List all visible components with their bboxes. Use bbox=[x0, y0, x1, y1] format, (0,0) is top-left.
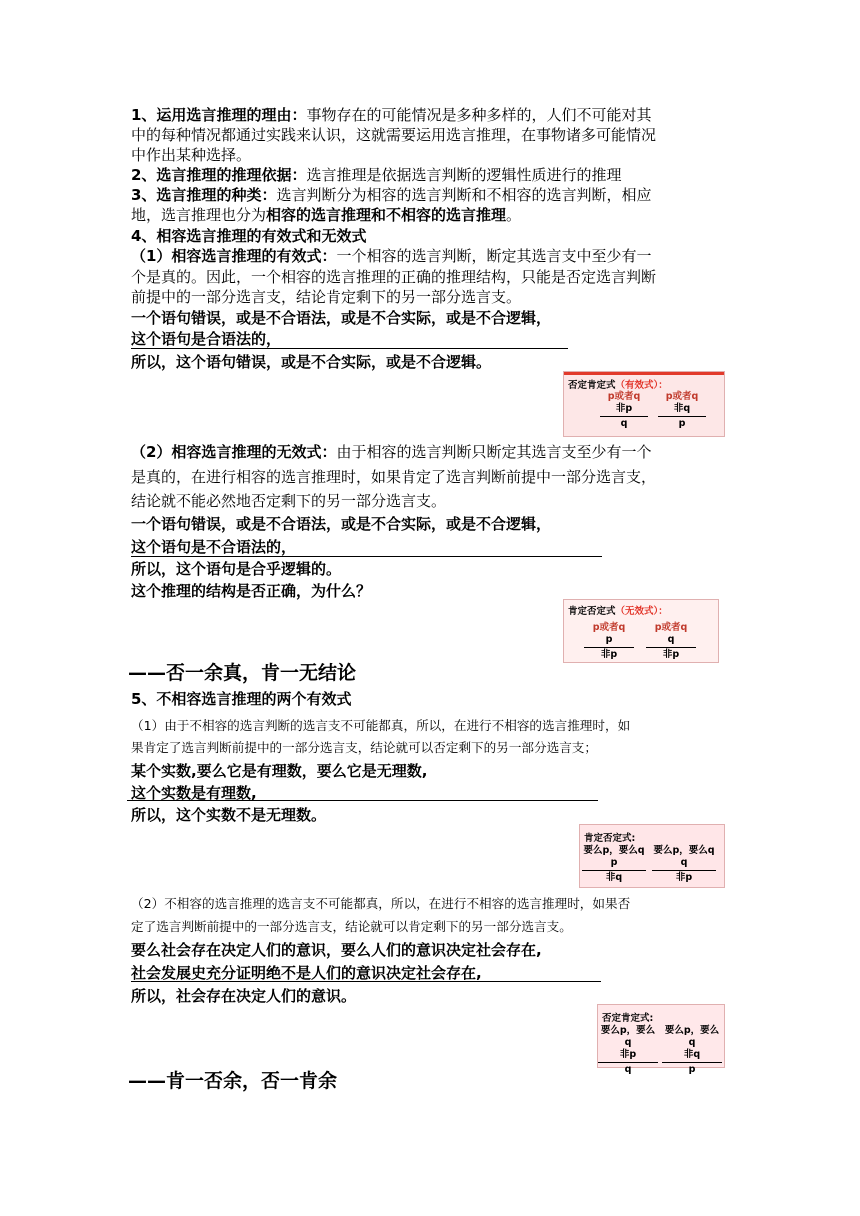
figure3-formula-a: 要么p，要么q p 非q bbox=[583, 845, 645, 883]
section5-summary: ——肯一否余，否一肯余 bbox=[128, 1070, 338, 1092]
figure3-title: 肯定否定式: bbox=[584, 833, 636, 844]
section5-p1-line1: （1）由于不相容的选言判断的选言支不可能都真，所以，在进行不相容的选言推理时，如 bbox=[131, 718, 631, 733]
section3-text: 选言判断分为相容的选言判断和不相容的选言判断，相应 bbox=[276, 186, 652, 204]
figure1-tag: （有效式）： bbox=[615, 380, 668, 391]
figure1-title: 否定肯定式 bbox=[568, 380, 616, 391]
example2-divider bbox=[131, 556, 602, 557]
example4-conclusion: 所以，社会存在决定人们的意识。 bbox=[131, 987, 357, 1005]
section4-p1-line1 bbox=[131, 247, 651, 266]
figure-deny-affirm bbox=[597, 1004, 725, 1075]
figure3-formula-b: 要么p，要么q q 非p bbox=[653, 845, 715, 883]
section1-line3: 中作出某种选择。 bbox=[131, 146, 252, 164]
section4-p2-text: 由于相容的选言判断只断定其选言支至少有一个 bbox=[336, 443, 652, 461]
example2-question: 这个推理的结构是否正确，为什么？ bbox=[131, 582, 372, 600]
example2-conclusion: 所以，这个语句是合乎逻辑的。 bbox=[131, 560, 342, 578]
section4-p1-line3: 前提中的一部分选言支，结论肯定剩下的另一部分选言支。 bbox=[131, 288, 522, 306]
section4-summary: ——否一余真，肯一无结论 bbox=[128, 662, 357, 684]
example3-premise1: 某个实数,要么它是有理数，要么它是无理数, bbox=[131, 762, 428, 780]
figure1-formula-a: p或者q 非p q bbox=[600, 391, 648, 430]
figure2-tag: （无效式）： bbox=[615, 606, 668, 617]
figure4-title: 否定肯定式: bbox=[602, 1013, 654, 1024]
section3-heading: 3、选言推理的种类： bbox=[131, 186, 277, 204]
example4-premise2: 社会发展史充分证明绝不是人们的意识决定社会存在, bbox=[131, 964, 482, 982]
example1-conclusion: 所以，这个语句错误，或是不合实际，或是不合逻辑。 bbox=[131, 353, 492, 371]
figure2-formula-a: p或者q p 非p bbox=[584, 622, 634, 661]
example3-premise2: 这个实数是有理数, bbox=[131, 784, 257, 802]
section3-line1 bbox=[131, 186, 651, 205]
section1-text: 事物存在的可能情况是多种多样的，人们不可能对其 bbox=[306, 106, 652, 124]
figure-affirm-deny-invalid bbox=[563, 599, 719, 663]
figure1-formula-b: p或者q 非q p bbox=[658, 391, 706, 430]
example1-divider bbox=[131, 348, 568, 349]
section4-p1-line2: 个是真的。因此，一个相容的选言推理的正确的推理结构，只能是否定选言判断 bbox=[131, 268, 657, 286]
example1-premise2: 这个语句是合语法的， bbox=[131, 330, 282, 348]
example1-premise1: 一个语句错误，或是不合语法，或是不合实际，或是不合逻辑， bbox=[131, 309, 552, 327]
section1-line1 bbox=[131, 106, 651, 125]
section2-line bbox=[131, 166, 621, 185]
section5-p2-line2: 定了选言判断前提中的一部分选言支，结论就可以肯定剩下的另一部分选言支。 bbox=[131, 919, 572, 934]
section4-p2-line2: 是真的，在进行相容的选言推理时，如果肯定了选言判断前提中一部分选言支， bbox=[131, 468, 657, 486]
figure2-formula-b: p或者q q 非p bbox=[646, 622, 696, 661]
example2-premise2: 这个语句是不合语法的， bbox=[131, 538, 297, 556]
section1-heading: 1、运用选言推理的理由： bbox=[131, 106, 307, 124]
section3-line2 bbox=[131, 206, 521, 225]
example3-conclusion: 所以，这个实数不是无理数。 bbox=[131, 806, 327, 824]
example4-divider bbox=[131, 981, 601, 982]
section4-p2-line3: 结论就不能必然地否定剩下的另一部分选言支。 bbox=[131, 492, 447, 510]
section4-p1-heading: （1）相容选言推理的有效式： bbox=[131, 247, 337, 265]
section4-heading: 4、相容选言推理的有效式和无效式 bbox=[131, 227, 367, 245]
figure-deny-affirm-valid bbox=[563, 371, 725, 437]
section2-heading: 2、选言推理的推理依据： bbox=[131, 166, 307, 184]
example2-premise1: 一个语句错误，或是不合语法，或是不合实际，或是不合逻辑， bbox=[131, 515, 552, 533]
section5-heading: 5、不相容选言推理的两个有效式 bbox=[131, 690, 352, 708]
section3-text-a: 地，选言推理也分为 bbox=[131, 206, 267, 224]
section5-p1-line2: 果肯定了选言判断前提中的一部分选言支，结论就可以否定剩下的另一部分选言支； bbox=[131, 740, 597, 755]
section4-p2-line1 bbox=[131, 443, 651, 462]
example3-divider bbox=[127, 800, 598, 801]
figure2-title: 肯定否定式 bbox=[568, 606, 616, 617]
section1-line2: 中的每种情况都通过实践来认识，这就需要运用选言推理，在事物诸多可能情况 bbox=[131, 126, 657, 144]
section4-p1-text: 一个相容的选言判断，断定其选言支中至少有一 bbox=[336, 247, 652, 265]
figure-affirm-deny bbox=[579, 824, 725, 888]
section3-text-bold: 相容的选言推理和不相容的选言推理 bbox=[266, 206, 507, 224]
figure4-formula-a: 要么p，要么q 非p q bbox=[598, 1025, 658, 1076]
figure4-formula-b: 要么p，要么q 非q p bbox=[662, 1025, 722, 1076]
section2-text: 选言推理是依据选言判断的逻辑性质进行的推理 bbox=[306, 166, 622, 184]
section5-p2-line1: （2）不相容的选言推理的选言支不可能都真，所以，在进行不相容的选言推理时，如果否 bbox=[131, 896, 631, 911]
section4-p2-heading: （2）相容选言推理的无效式： bbox=[131, 443, 337, 461]
example4-premise1: 要么社会存在决定人们的意识，要么人们的意识决定社会存在, bbox=[131, 941, 542, 959]
section3-text-c: 。 bbox=[506, 206, 522, 224]
